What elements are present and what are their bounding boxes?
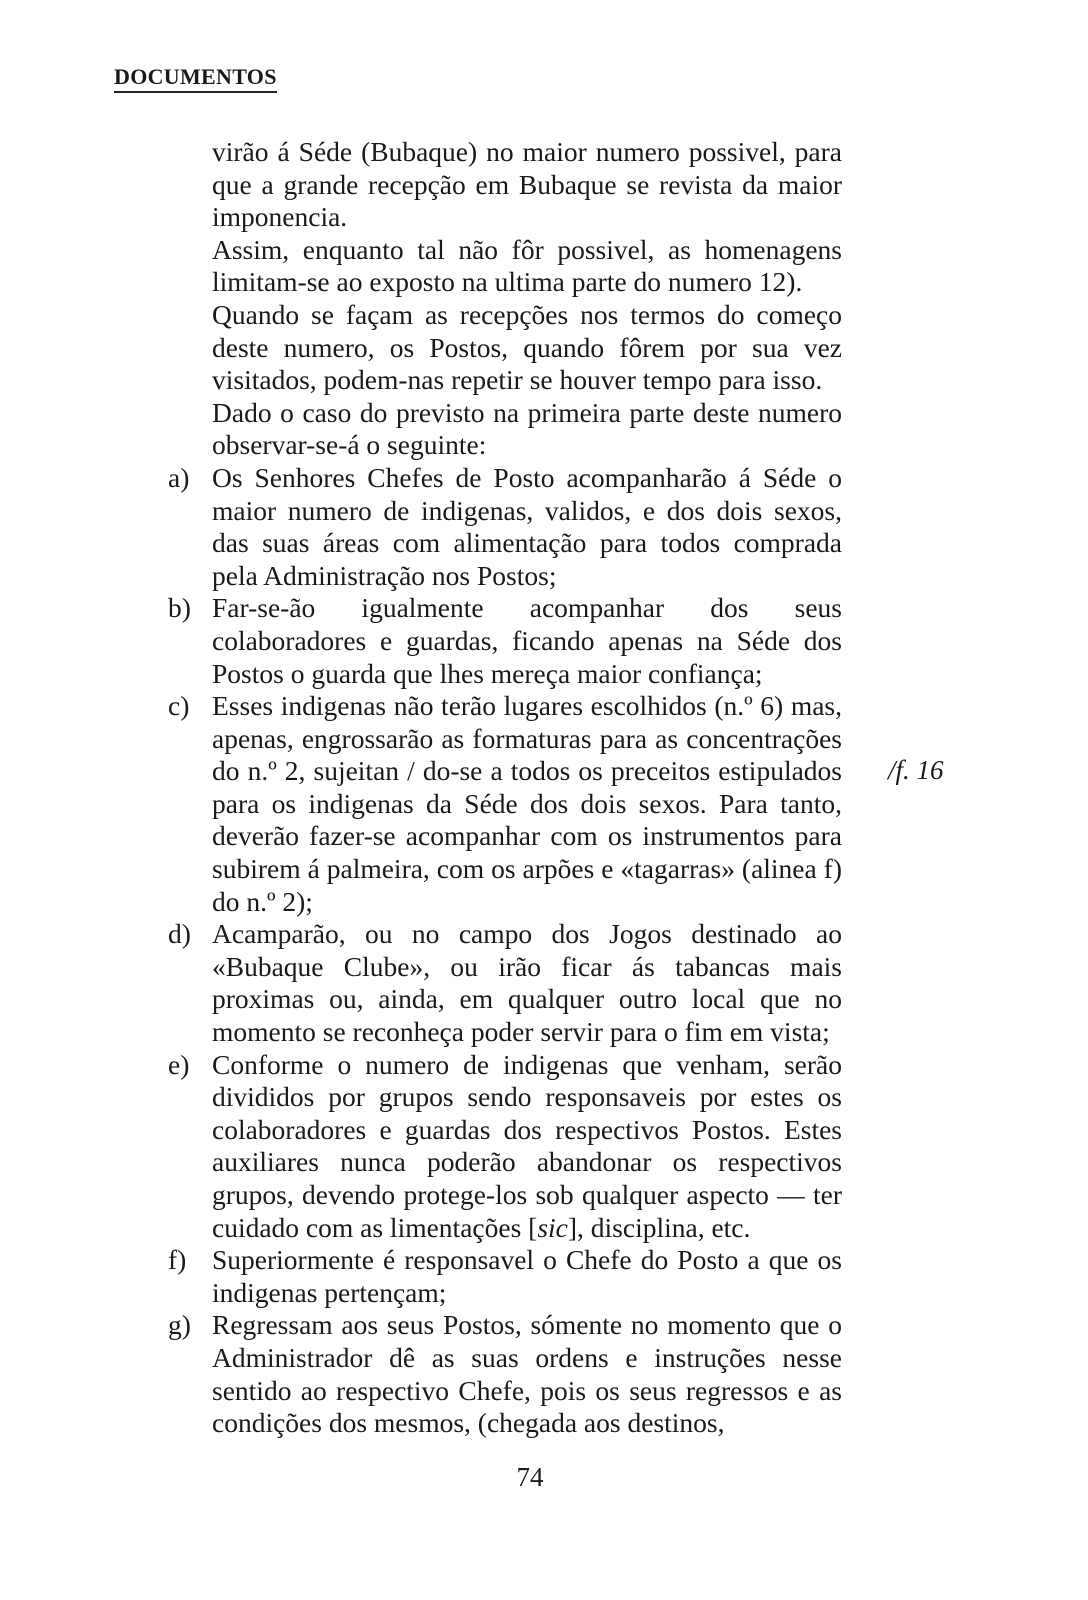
- list-item-text: Esses indigenas não terão lugares escolhidos (n.º 6) mas, apenas, engrossarão as formaturas para as concentrações do n.º 2, sujeitan / do-se a todos os preceitos estipulados para os indigenas da Séde dos dois sexos. Para tanto, deverão fazer-se acompanhar com os instrumentos para subirem á palmeira, com os arpões e «tagarras» (alinea f) do n.º 2);: [212, 690, 842, 917]
- list-item-a: [168, 461, 842, 592]
- paragraph: virão á Séde (Bubaque) no maior numero possivel, para que a grande recepção em Bubaque se revista da maior imponencia.: [212, 136, 842, 233]
- list-item-text: [212, 1049, 842, 1243]
- list-marker: f): [168, 1244, 187, 1276]
- list-item-g: [168, 1309, 842, 1439]
- paragraph: Dado o caso do previsto na primeira parte deste numero observar-se-á o seguinte:: [212, 396, 842, 461]
- list-item-text: Os Senhores Chefes de Posto acompanharão á Séde o maior numero de indigenas, validos, e dos dois sexos, das suas áreas com alimentação para todos comprada pela Administração nos Postos;: [212, 461, 842, 591]
- list-item-text: Regressam aos seus Postos, sómente no momento que o Administrador dê as suas ordens e instruções nesse sentido ao respectivo Chefe, pois os seus regressos e as condições dos mesmos, (chegada aos destinos,: [212, 1309, 842, 1439]
- list-marker: d): [168, 918, 191, 950]
- list-item-c: [168, 690, 842, 918]
- list-marker: b): [168, 592, 191, 624]
- list-marker: e): [168, 1048, 190, 1080]
- list-item-b: [168, 592, 842, 690]
- paragraph: Quando se façam as recepções nos termos do começo deste numero, os Postos, quando fôrem por sua vez visitados, podem-nas repetir se houver tempo para isso.: [212, 298, 842, 396]
- list-item-d: [168, 918, 842, 1048]
- list-item-text: Acamparão, ou no campo dos Jogos destinado ao «Bubaque Clube», ou irão ficar ás tabancas mais proximas ou, ainda, em qualquer outro local que no momento se reconheça poder servir para o fim em vista;: [212, 918, 842, 1048]
- list-marker: c): [168, 690, 190, 722]
- list-item-text: Superiormente é responsavel o Chefe do Posto a que os indigenas pertençam;: [212, 1244, 842, 1308]
- list-item-e: [168, 1048, 842, 1245]
- list-item-f: [168, 1244, 842, 1309]
- list-item-text-part: ], disciplina, etc.: [567, 1211, 751, 1243]
- list-marker: g): [168, 1309, 191, 1341]
- folio-margin-note: /f. 16: [888, 755, 944, 785]
- paragraph: Assim, enquanto tal não fôr possivel, as homenagens limitam-se ao exposto na ultima parte do numero 12).: [212, 233, 842, 298]
- list-item-text: Far-se-ão igualmente acompanhar dos seus colaboradores e guardas, ficando apenas na Séde dos Postos o guarda que lhes mereça maior confiança;: [212, 592, 842, 689]
- body-text: [168, 136, 842, 1440]
- list-item-text-part: Conforme o numero de indigenas que venham, serão divididos por grupos sendo responsaveis por estes os colaboradores e guardas dos respectivos Postos. Estes auxiliares nunca poderão abandonar os respectivos grupos, devendo protege-los sob qualquer aspecto — ter cuidado com as limentações [: [212, 1048, 842, 1243]
- sic-annotation: sic: [537, 1211, 568, 1243]
- list-marker: a): [168, 461, 190, 493]
- page-number: 74: [516, 1462, 544, 1492]
- running-head: DOCUMENTOS: [114, 64, 277, 93]
